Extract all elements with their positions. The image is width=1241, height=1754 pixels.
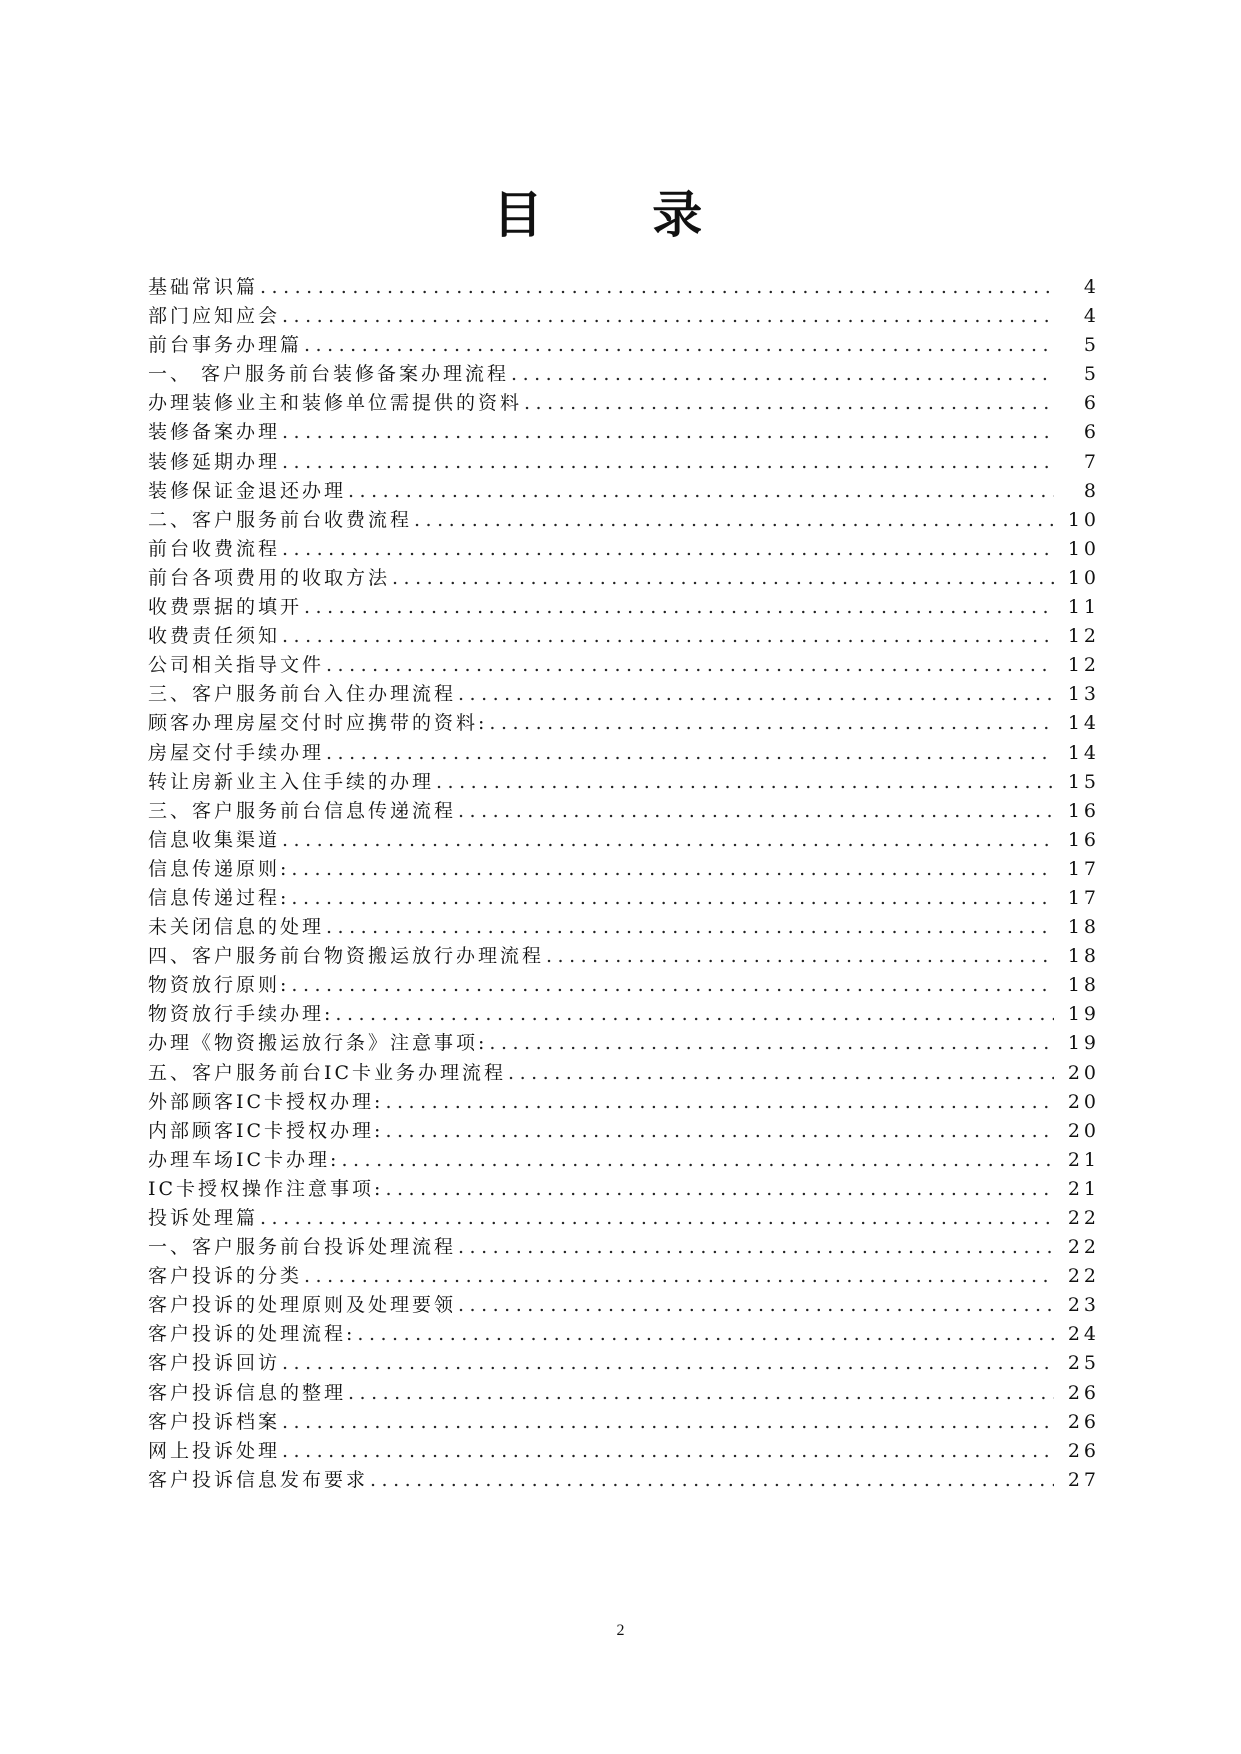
toc-entry-page: 14 — [1067, 741, 1100, 764]
toc-entry[interactable] — [148, 1379, 1100, 1408]
dot-leader — [458, 1233, 1054, 1262]
toc-entry-label: 客户投诉档案 — [148, 1410, 281, 1433]
toc-entry-page: 18 — [1067, 945, 1100, 968]
dot-leader — [385, 1088, 1054, 1117]
toc-entry-page: 20 — [1067, 1061, 1100, 1084]
dot-leader — [260, 273, 1054, 302]
dot-leader — [348, 1379, 1054, 1408]
toc-entry-page: 21 — [1067, 1177, 1100, 1200]
dot-leader — [326, 739, 1054, 768]
toc-entry-label: 物资放行原则: — [148, 974, 290, 997]
dot-leader — [282, 1408, 1054, 1437]
toc-entry-label: 公司相关指导文件 — [148, 654, 325, 677]
toc-entry[interactable] — [148, 506, 1100, 535]
toc-entry-label: 前台各项费用的收取方法 — [148, 566, 391, 589]
dot-leader — [436, 768, 1054, 797]
toc-entry-label: 前台事务办理篇 — [148, 334, 303, 357]
toc-entry-page: 27 — [1067, 1468, 1100, 1491]
toc-entry[interactable] — [148, 651, 1100, 680]
toc-entry[interactable] — [148, 826, 1100, 855]
toc-entry-label: 转让房新业主入住手续的办理 — [148, 770, 435, 793]
toc-entry-label: 办理装修业主和装修单位需提供的资料 — [148, 392, 523, 415]
dot-leader — [304, 331, 1054, 360]
toc-entry-page: 22 — [1067, 1236, 1100, 1259]
dot-leader — [282, 826, 1054, 855]
toc-entry-label: 五、客户服务前台IC卡业务办理流程 — [148, 1061, 507, 1084]
toc-entry-page: 25 — [1067, 1352, 1100, 1375]
toc-entry[interactable] — [148, 971, 1100, 1000]
toc-entry[interactable] — [148, 739, 1100, 768]
dot-leader — [414, 506, 1054, 535]
toc-entry-page: 10 — [1067, 537, 1100, 560]
toc-entry-label: IC卡授权操作注意事项: — [148, 1177, 384, 1200]
toc-entry[interactable] — [148, 855, 1100, 884]
toc-entry-page: 8 — [1083, 479, 1100, 502]
page-number: 2 — [616, 1622, 625, 1639]
toc-entry-page: 24 — [1067, 1323, 1100, 1346]
dot-leader — [282, 1349, 1054, 1378]
toc-entry[interactable] — [148, 913, 1100, 942]
toc-entry-page: 20 — [1067, 1119, 1100, 1142]
dot-leader — [489, 1029, 1054, 1058]
toc-entry-label: 投诉处理篇 — [148, 1207, 259, 1229]
toc-entry-page: 16 — [1067, 799, 1100, 822]
toc-entry-label: 四、客户服务前台物资搬运放行办理流程 — [148, 945, 545, 968]
dot-leader — [357, 1320, 1054, 1349]
dot-leader — [458, 680, 1054, 709]
toc-entry[interactable] — [148, 1146, 1100, 1175]
toc-entry-page: 17 — [1067, 857, 1100, 880]
toc-entry-page: 22 — [1067, 1265, 1100, 1288]
toc-entry[interactable] — [148, 389, 1100, 418]
dot-leader — [458, 1291, 1054, 1320]
dot-leader — [348, 477, 1054, 506]
toc-entry-page: 4 — [1083, 305, 1100, 328]
dot-leader — [282, 1437, 1054, 1466]
toc-entry[interactable] — [148, 360, 1100, 389]
toc-entry-label: 房屋交付手续办理 — [148, 741, 325, 764]
toc-entry-label: 收费票据的填开 — [148, 596, 303, 619]
dot-leader — [282, 622, 1054, 651]
toc-entry[interactable] — [148, 1059, 1100, 1088]
dot-leader — [392, 564, 1054, 593]
toc-entry[interactable] — [148, 1320, 1100, 1349]
toc-entry-label: 一、 客户服务前台装修备案办理流程 — [148, 363, 510, 386]
toc-entry-page: 15 — [1067, 770, 1100, 793]
toc-entry-label: 客户投诉回访 — [148, 1352, 281, 1375]
dot-leader — [546, 942, 1054, 971]
page-title: 目 录 — [492, 185, 749, 244]
toc-entry[interactable] — [148, 535, 1100, 564]
dot-leader — [524, 389, 1054, 418]
toc-entry-label: 外部顾客IC卡授权办理: — [148, 1090, 384, 1113]
dot-leader — [385, 1117, 1054, 1146]
toc-entry[interactable] — [148, 477, 1100, 506]
toc-entry[interactable] — [148, 418, 1100, 447]
toc-entry-label: 客户投诉的处理流程: — [148, 1323, 356, 1346]
dot-leader — [341, 1146, 1054, 1175]
toc-entry-page: 17 — [1067, 886, 1100, 909]
dot-leader — [304, 1262, 1054, 1291]
dot-leader — [385, 1175, 1054, 1204]
toc-entry[interactable] — [148, 1466, 1100, 1495]
toc-entry-label: 收费责任须知 — [148, 625, 281, 648]
toc-entry-page: 10 — [1067, 508, 1100, 531]
toc-entry-page: 19 — [1067, 1032, 1100, 1055]
toc-entry[interactable] — [148, 1204, 1100, 1233]
toc-entry-page: 18 — [1067, 916, 1100, 939]
toc-entry-label: 装修保证金退还办理 — [148, 479, 347, 502]
toc-entry[interactable] — [148, 331, 1100, 360]
toc-entry-page: 22 — [1067, 1207, 1100, 1229]
toc-entry-label: 三、客户服务前台入住办理流程 — [148, 683, 457, 706]
toc-entry-page: 7 — [1083, 450, 1100, 473]
toc-entry-label: 部门应知应会 — [148, 305, 281, 328]
toc-entry-label: 三、客户服务前台信息传递流程 — [148, 799, 457, 822]
toc-entry[interactable] — [148, 942, 1100, 971]
toc-entry-page: 26 — [1067, 1410, 1100, 1433]
toc-entry[interactable] — [148, 622, 1100, 651]
toc-entry-page: 13 — [1067, 683, 1100, 706]
toc-entry-label: 信息收集渠道 — [148, 828, 281, 851]
toc-entry[interactable] — [148, 884, 1100, 913]
table-of-contents — [148, 273, 1100, 1495]
toc-entry[interactable] — [148, 593, 1100, 622]
dot-leader — [282, 535, 1054, 564]
dot-leader — [370, 1466, 1054, 1495]
toc-entry[interactable] — [148, 768, 1100, 797]
toc-entry-page: 21 — [1067, 1148, 1100, 1171]
dot-leader — [291, 855, 1054, 884]
toc-entry-page: 18 — [1067, 974, 1100, 997]
dot-leader — [326, 913, 1054, 942]
toc-entry[interactable] — [148, 1437, 1100, 1466]
toc-entry[interactable] — [148, 797, 1100, 826]
toc-entry-page: 5 — [1083, 334, 1100, 357]
toc-entry-label: 信息传递原则: — [148, 857, 290, 880]
toc-entry[interactable] — [148, 1117, 1100, 1146]
toc-entry-page: 4 — [1083, 276, 1100, 298]
toc-entry-page: 11 — [1067, 596, 1100, 619]
toc-entry[interactable] — [148, 1408, 1100, 1437]
toc-entry-page: 23 — [1067, 1294, 1100, 1317]
toc-entry[interactable] — [148, 1262, 1100, 1291]
toc-entry-page: 6 — [1083, 392, 1100, 415]
dot-leader — [291, 971, 1054, 1000]
toc-entry[interactable] — [148, 1029, 1100, 1058]
toc-entry-label: 一、客户服务前台投诉处理流程 — [148, 1236, 457, 1259]
dot-leader — [282, 302, 1054, 331]
dot-leader — [508, 1059, 1054, 1088]
toc-entry-label: 办理《物资搬运放行条》注意事项: — [148, 1032, 488, 1055]
toc-entry[interactable] — [148, 302, 1100, 331]
toc-entry-page: 6 — [1083, 421, 1100, 444]
dot-leader — [291, 884, 1054, 913]
toc-entry-label: 基础常识篇 — [148, 276, 259, 298]
toc-entry[interactable] — [148, 680, 1100, 709]
toc-entry[interactable] — [148, 1088, 1100, 1117]
toc-entry-page: 12 — [1067, 654, 1100, 677]
toc-entry[interactable] — [148, 273, 1100, 302]
toc-entry[interactable] — [148, 1175, 1100, 1204]
dot-leader — [260, 1204, 1054, 1233]
toc-entry-page: 10 — [1067, 566, 1100, 589]
toc-entry-page: 14 — [1067, 712, 1100, 735]
toc-entry-label: 装修延期办理 — [148, 450, 281, 473]
dot-leader — [335, 1000, 1054, 1029]
toc-entry[interactable] — [148, 1000, 1100, 1029]
toc-entry-page: 20 — [1067, 1090, 1100, 1113]
toc-entry-label: 客户投诉的处理原则及处理要领 — [148, 1294, 457, 1317]
dot-leader — [489, 709, 1054, 738]
toc-entry-label: 信息传递过程: — [148, 886, 290, 909]
dot-leader — [511, 360, 1054, 389]
toc-entry-page: 19 — [1067, 1003, 1100, 1026]
toc-entry-label: 客户投诉的分类 — [148, 1265, 303, 1288]
toc-entry-label: 顾客办理房屋交付时应携带的资料: — [148, 712, 488, 735]
dot-leader — [282, 418, 1054, 447]
toc-entry-label: 未关闭信息的处理 — [148, 916, 325, 939]
toc-entry-label: 二、客户服务前台收费流程 — [148, 508, 413, 531]
toc-entry[interactable] — [148, 448, 1100, 477]
toc-entry[interactable] — [148, 1349, 1100, 1378]
toc-entry-label: 装修备案办理 — [148, 421, 281, 444]
toc-entry-label: 客户投诉信息的整理 — [148, 1381, 347, 1404]
dot-leader — [458, 797, 1054, 826]
toc-entry-label: 内部顾客IC卡授权办理: — [148, 1119, 384, 1142]
toc-entry-label: 前台收费流程 — [148, 537, 281, 560]
toc-entry-page: 5 — [1083, 363, 1100, 386]
toc-entry-label: 物资放行手续办理: — [148, 1003, 334, 1026]
toc-entry-page: 26 — [1067, 1381, 1100, 1404]
dot-leader — [326, 651, 1054, 680]
toc-entry[interactable] — [148, 709, 1100, 738]
toc-entry-label: 办理车场IC卡办理: — [148, 1148, 340, 1171]
toc-entry[interactable] — [148, 564, 1100, 593]
toc-entry-label: 客户投诉信息发布要求 — [148, 1468, 369, 1491]
toc-entry-page: 26 — [1067, 1439, 1100, 1462]
toc-entry[interactable] — [148, 1291, 1100, 1320]
toc-entry-page: 16 — [1067, 828, 1100, 851]
dot-leader — [282, 448, 1054, 477]
dot-leader — [304, 593, 1054, 622]
toc-entry-page: 12 — [1067, 625, 1100, 648]
toc-entry-label: 网上投诉处理 — [148, 1439, 281, 1462]
toc-entry[interactable] — [148, 1233, 1100, 1262]
